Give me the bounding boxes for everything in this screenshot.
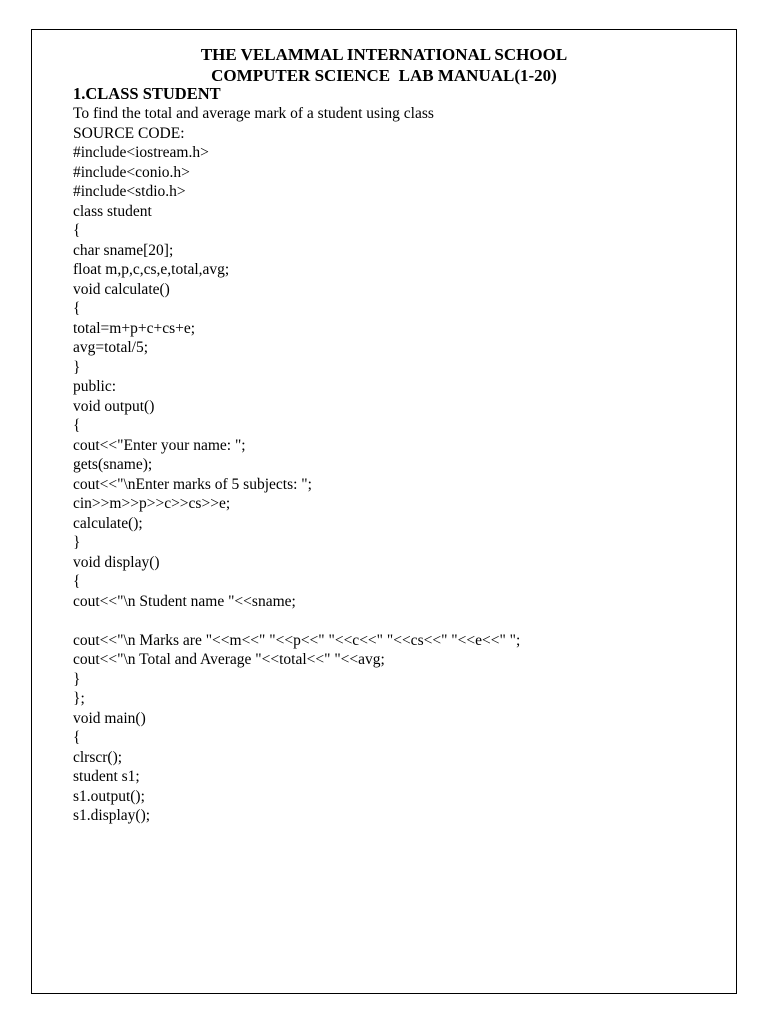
code-line: { — [73, 417, 81, 434]
code-line: void main() — [73, 709, 146, 727]
code-line: void calculate() — [73, 280, 170, 298]
code-line: cin>>m>>p>>c>>cs>>e; — [73, 495, 231, 512]
code-line: public: — [73, 378, 117, 395]
code-line: clrscr(); — [73, 748, 123, 766]
source-code-block — [73, 143, 723, 826]
document-header — [31, 44, 737, 86]
source-code-label: SOURCE CODE: — [73, 124, 185, 142]
school-name: THE VELAMMAL INTERNATIONAL SCHOOL — [200, 45, 568, 64]
code-line: float m,p,c,cs,e,total,avg; — [73, 261, 230, 278]
code-line: { — [73, 573, 81, 590]
code-line: s1.output(); — [73, 787, 145, 805]
code-line: char sname[20]; — [73, 241, 174, 259]
code-line: avg=total/5; — [73, 339, 149, 356]
code-line — [73, 611, 723, 631]
code-line: { — [73, 300, 81, 317]
code-line: }; — [73, 690, 85, 707]
code-line: } — [73, 358, 81, 376]
code-line: student s1; — [73, 768, 140, 785]
section-title: 1.CLASS STUDENT — [73, 84, 221, 103]
code-line: gets(sname); — [73, 456, 153, 473]
code-line: } — [73, 534, 81, 551]
code-line: s1.display(); — [73, 807, 151, 824]
aim-text: To find the total and average mark of a student using class — [73, 105, 434, 122]
code-line: void display() — [73, 553, 160, 571]
document-body — [73, 84, 723, 826]
code-line: { — [73, 222, 81, 239]
code-line: cout<<"\n Student name "<<sname; — [73, 592, 296, 610]
code-line: class student — [73, 202, 152, 220]
manual-title: COMPUTER SCIENCE LAB MANUAL(1-20) — [211, 66, 557, 85]
code-line: total=m+p+c+cs+e; — [73, 319, 196, 337]
code-line: #include<stdio.h> — [73, 183, 186, 200]
code-line: #include<conio.h> — [73, 163, 190, 181]
code-line: } — [73, 670, 81, 688]
code-line: void output() — [73, 397, 155, 415]
code-line: calculate(); — [73, 514, 143, 532]
code-line: cout<<"\nEnter marks of 5 subjects: "; — [73, 475, 312, 493]
code-line: #include<iostream.h> — [73, 144, 209, 161]
code-line: cout<<"\n Total and Average "<<total<<" "<<avg; — [73, 651, 385, 668]
code-line: cout<<"\n Marks are "<<m<<" "<<p<<" "<<c<<" "<<cs<<" "<<e<<" "; — [73, 631, 521, 649]
code-line: cout<<"Enter your name: "; — [73, 436, 246, 454]
code-line: { — [73, 729, 81, 746]
